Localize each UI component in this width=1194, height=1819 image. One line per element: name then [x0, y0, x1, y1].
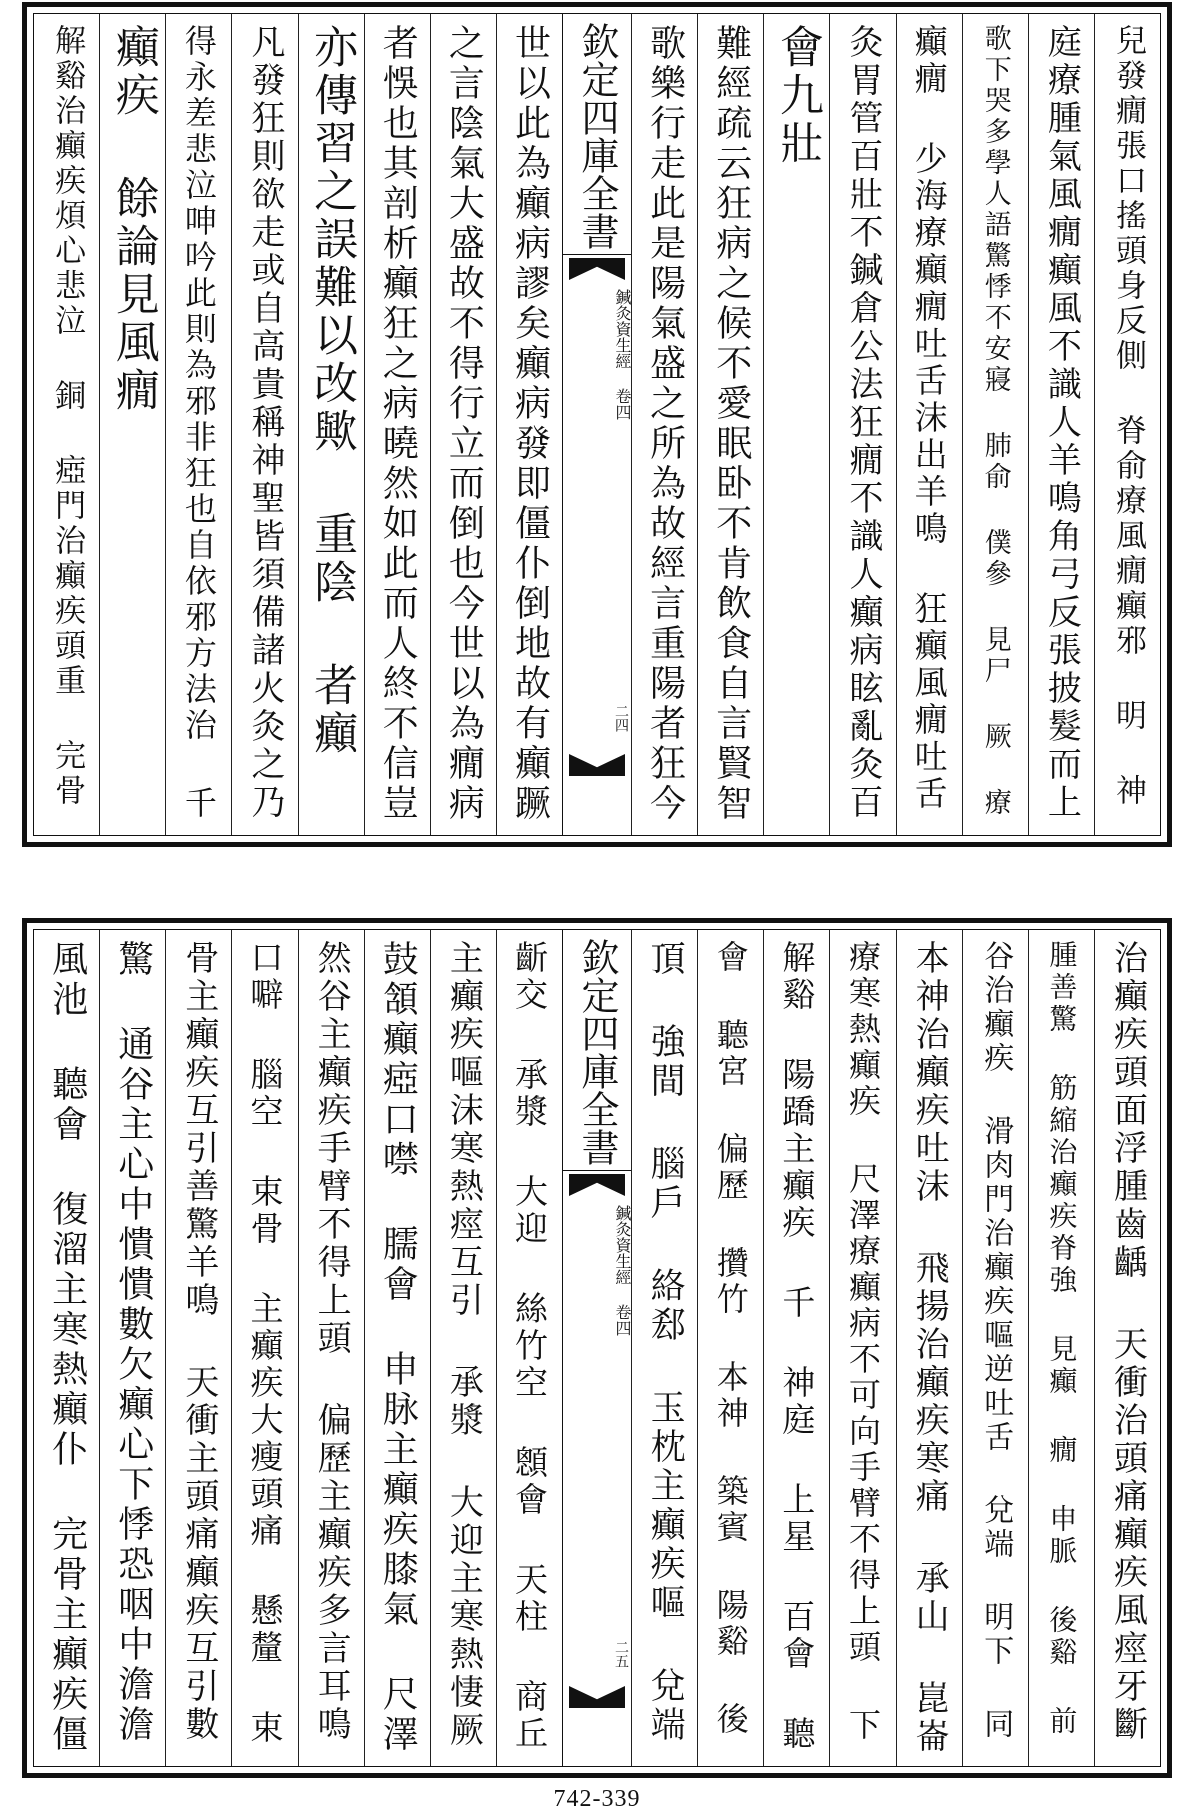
column-text: 得永差悲泣呻吟此則為邪非狂也自依邪方法治 千: [179, 24, 218, 822]
column-text: 歌樂行走此是陽氣盛之所為故經言重陽者狂今: [644, 24, 686, 824]
column-text: 本神治癲疾吐沫 飛揚治癲疾寒痛 承山 崑崙: [909, 940, 950, 1756]
bottom-page: [22, 918, 1172, 1778]
column-text: 世以此為癲病謬矣癲病發即僵仆倒地故有癲蹶: [509, 24, 551, 824]
column-text: 解谿治癲疾煩心悲泣 銅 瘂門治癲疾頭重 完骨: [49, 24, 86, 809]
text-column: [896, 14, 962, 835]
fish-tail-mark-icon: [569, 1174, 625, 1196]
bottom-page-frame: [33, 929, 1161, 1767]
text-column: [763, 14, 829, 835]
column-text: 然谷主癲疾手臂不得上頭 偏歷主癲疾多言耳鳴: [311, 940, 352, 1744]
fish-tail-mark-icon: [569, 258, 625, 280]
page-number: 二五: [613, 1640, 629, 1668]
column-text: 難經疏云狂病之候不愛眠卧不肯飲食自言賢智: [710, 24, 752, 824]
page-number: 二四: [613, 704, 629, 732]
book-title: 欽定四庫全書: [563, 930, 631, 1171]
text-column: [231, 930, 297, 1766]
bottom-page-columns: [34, 930, 1160, 1766]
column-text: 頂 強間 腦戶 絡郄 玉枕主癲疾嘔 兌端: [645, 940, 686, 1745]
text-column: [631, 930, 697, 1766]
column-text: 解谿 陽蹻主癲疾 千 神庭 上星 百會 聽: [777, 940, 817, 1753]
text-column: [496, 14, 562, 835]
text-column: [430, 930, 496, 1766]
text-column: [99, 14, 165, 835]
column-text: 兒發癇張口搖頭身反側 脊俞療風癇癲邪 明 神: [1109, 24, 1146, 809]
text-column: [231, 14, 297, 835]
book-title: 欽定四庫全書: [563, 14, 631, 255]
column-text: 驚 通谷主心中憒憒數欠癲心下悸恐咽中澹澹: [112, 940, 154, 1745]
column-text: 鼓頷癲瘂口噤 臑會 申脉主癲疾膝氣 尺澤: [377, 940, 419, 1755]
column-text: 骨主癲疾互引善驚羊鳴 天衝主頭痛癲疾互引數: [178, 940, 219, 1744]
text-column: [697, 930, 763, 1766]
text-column: [34, 930, 99, 1766]
text-column: [430, 14, 496, 835]
column-text: 者悞也其剖析癲狂之病曉然如此而人終不信豈: [377, 24, 419, 824]
volume-title: 鍼灸資生經 卷四: [613, 1205, 632, 1336]
text-column: [364, 930, 430, 1766]
top-page-columns: [34, 14, 1160, 835]
column-text: 會 聽宮 偏歷 攢竹 本神 築賓 陽谿 後: [711, 940, 750, 1738]
column-text: 癲癇 少海療癲癇吐舌沫出羊鳴 狂癲風癇吐舌: [909, 24, 949, 813]
text-column: [165, 930, 231, 1766]
text-column: [631, 14, 697, 835]
text-column: [697, 14, 763, 835]
text-column: [829, 14, 895, 835]
column-text: 谷治癲疾 滑肉門治癲疾嘔逆吐舌 兌端 明下 同: [978, 940, 1014, 1742]
text-column: [496, 930, 562, 1766]
text-column: [962, 14, 1028, 835]
text-column: [99, 930, 165, 1766]
column-text: 腫善驚 筋縮治癲疾脊強 見癲 癇 申脈 後谿 前: [1045, 940, 1079, 1738]
top-page: [22, 2, 1172, 847]
column-text: 庭療腫氣風癇癲風不識人羊鳴角弓反張披髮而上: [1041, 24, 1082, 822]
column-text: 主癲疾嘔沫寒熱痙互引 承漿 大迎主寒熱悽厥: [443, 940, 484, 1750]
text-column: [962, 930, 1028, 1766]
column-text: 癲疾 餘論見風癇: [107, 24, 159, 415]
column-text: 之言陰氣大盛故不得行立而倒也今世以為癇病: [443, 24, 485, 824]
column-text: 治癲疾頭面浮腫齒齲 天衝治頭痛癲疾風痙牙斷: [1107, 940, 1148, 1744]
text-column: [829, 930, 895, 1766]
column-text: 亦傳習之誤難以改歟 重陰 者癲: [306, 24, 358, 758]
column-text: 齗交 承漿 大迎 絲竹空 顖會 天柱 商丘: [509, 940, 549, 1753]
catalog-page-number: 742-339: [553, 1786, 641, 1812]
column-text: 凡發狂則欲走或自高貴稱神聖皆須備諸火灸之乃: [244, 24, 285, 822]
text-column: [1028, 14, 1094, 835]
column-text: 灸胃管百壯不鍼倉公法狂癇不識人癲病眩亂灸百: [842, 24, 883, 822]
text-column: [896, 930, 962, 1766]
text-column: [34, 14, 99, 835]
lower-fish-tail-mark-icon: [569, 754, 625, 776]
center-gutter: [562, 14, 631, 835]
column-text: 療寒熱癲疾 尺澤療癲病不可向手臂不得上頭 下: [843, 940, 882, 1744]
column-text: 口噼 腦空 束骨 主癲疾大瘦頭痛 懸釐 束: [245, 940, 285, 1747]
column-text: 歌下哭多學人語驚悸不安寢 肺俞 僕參 見尸 厥 療: [979, 24, 1011, 819]
text-column: [298, 930, 364, 1766]
text-column: [763, 930, 829, 1766]
text-column: [1094, 930, 1160, 1766]
text-column: [1028, 930, 1094, 1766]
text-column: [298, 14, 364, 835]
volume-title: 鍼灸資生經 卷四: [613, 289, 632, 420]
column-text: 會九壯: [771, 24, 823, 168]
lower-fish-tail-mark-icon: [569, 1686, 625, 1708]
text-column: [165, 14, 231, 835]
column-text: 風池 聽會 復溜主寒熱癲仆 完骨主癲疾僵: [46, 940, 88, 1755]
center-gutter: [562, 930, 631, 1766]
text-column: [364, 14, 430, 835]
text-column: [1094, 14, 1160, 835]
top-page-frame: [33, 13, 1161, 836]
